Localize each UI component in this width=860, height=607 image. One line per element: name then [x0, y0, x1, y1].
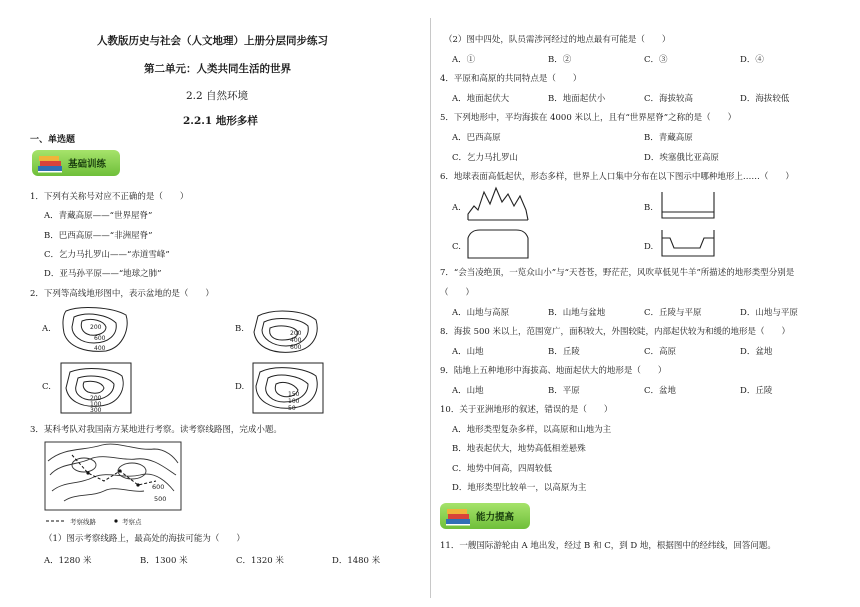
q10-option-b[interactable]: B．地表起伏大，地势高低相差悬殊	[452, 444, 586, 454]
q3-sub1-option-a[interactable]: A．1280 米	[44, 556, 92, 566]
q3-sub1-option-c[interactable]: C．1320 米	[236, 556, 284, 566]
q4-option-b[interactable]: B．地面起伏小	[548, 94, 606, 104]
section-title: 2.2 自然环境	[186, 90, 249, 102]
q2-stem: 2．下列等高线地形图中，表示盆地的是（ ）	[30, 289, 214, 299]
map-d-label-3: 50	[288, 405, 296, 412]
map-b-label-1: 200	[290, 330, 302, 337]
q3-stem: 3．某科考队对我国南方某地进行考察。读考察线路图，完成小题。	[30, 425, 282, 435]
q8-stem: 8．海拔 500 米以上，范围宽广，面积较大，外围较陡，内部起伏较为和缓的地形是（ ）	[440, 327, 791, 337]
route-map-label-2: 500	[154, 495, 167, 503]
q9-stem: 9．陆地上五种地形中海拔高、地面起伏大的地形是（ ）	[440, 366, 667, 376]
contour-map-a	[60, 303, 132, 355]
books-icon	[444, 506, 472, 526]
q3-sub2-option-b[interactable]: B．②	[548, 55, 572, 65]
q1-option-d[interactable]: D．亚马孙平原——“地球之肺”	[44, 269, 162, 279]
q5-option-d[interactable]: D．埃塞俄比亚高原	[644, 153, 719, 163]
contour-map-d	[252, 362, 324, 414]
q2-option-d[interactable]: D.	[235, 382, 245, 392]
q3-sub1-stem: （1）图示考察线路上，最高处的海拔可能为（ ）	[44, 534, 245, 544]
q4-option-a[interactable]: A．地面起伏大	[452, 94, 510, 104]
q8-option-d[interactable]: D．盆地	[740, 347, 773, 357]
q7-stem-continued: （ ）	[440, 288, 475, 298]
books-icon	[36, 153, 64, 173]
q1-option-a[interactable]: A．青藏高原——“世界屋脊”	[44, 211, 153, 221]
contour-map-c	[60, 362, 132, 414]
map-b-label-2: 400	[290, 337, 302, 344]
q10-option-c[interactable]: C．地势中间高，四周较低	[452, 464, 553, 474]
terrain-profile-plateau	[466, 226, 530, 260]
terrain-profile-basin	[660, 228, 716, 260]
map-a-label-2: 600	[94, 335, 106, 342]
q7-option-b[interactable]: B．山地与盆地	[548, 308, 606, 318]
q11-stem: 11．一艘国际游轮由 A 地出发，经过 B 和 C，到 D 地，根据图中的经纬线，回答问题。	[440, 541, 776, 551]
q9-option-d[interactable]: D．丘陵	[740, 386, 773, 396]
q10-option-a[interactable]: A．地形类型复杂多样，以高原和山地为主	[452, 425, 612, 435]
q8-option-a[interactable]: A．山地	[452, 347, 484, 357]
q10-option-d[interactable]: D．地形类型比较单一，以高原为主	[452, 483, 587, 493]
q7-option-d[interactable]: D．山地与平原	[740, 308, 798, 318]
q5-stem: 5．下列地形中，平均海拔在 4000 米以上，且有“世界屋脊”之称的是（ ）	[440, 113, 737, 123]
q3-sub1-option-d[interactable]: D．1480 米	[332, 556, 381, 566]
unit-title: 第二单元：人类共同生活的世界	[144, 63, 291, 75]
map-a-label-1: 200	[90, 324, 102, 331]
route-map-label-1: 600	[152, 483, 165, 491]
advanced-label: 能力提高	[476, 512, 515, 523]
document-title: 人教版历史与社会（人文地理）上册分层同步练习	[97, 35, 328, 47]
map-c-label-1: 200	[90, 395, 102, 402]
q5-option-c[interactable]: C．乞力马扎罗山	[452, 153, 519, 163]
q9-option-c[interactable]: C．盆地	[644, 386, 677, 396]
basic-training-label: 基础训练	[68, 159, 107, 170]
q3-sub2-stem: （2）图中四处，队员需涉河经过的地点最有可能是（ ）	[444, 35, 671, 45]
terrain-profile-mountain	[466, 186, 530, 222]
q9-option-b[interactable]: B．平原	[548, 386, 580, 396]
map-c-label-3: 300	[90, 407, 102, 414]
q3-sub2-option-c[interactable]: C．③	[644, 55, 668, 65]
q6-option-c[interactable]: C.	[452, 242, 461, 252]
q7-stem: 7．“会当凌绝顶，一览众山小”与“天苍苍，野茫茫，风吹草低见牛羊”所描述的地形类型分别是	[440, 268, 795, 278]
q4-option-d[interactable]: D．海拔较低	[740, 94, 790, 104]
q9-option-a[interactable]: A．山地	[452, 386, 484, 396]
route-map	[44, 441, 182, 527]
basic-training-badge	[32, 150, 120, 176]
section-label: 一、单选题	[30, 135, 76, 145]
map-d-label-1: 150	[288, 391, 300, 398]
q6-option-b[interactable]: B.	[644, 203, 653, 213]
advanced-badge	[440, 503, 530, 529]
map-c-label-2: 100	[90, 401, 102, 408]
terrain-profile-plain	[660, 190, 716, 222]
q4-option-c[interactable]: C．海拔较高	[644, 94, 694, 104]
map-b-label-3: 600	[290, 344, 302, 351]
map-a-label-3: 400	[94, 345, 106, 352]
q8-option-c[interactable]: C．高原	[644, 347, 677, 357]
map-d-label-2: 100	[288, 398, 300, 405]
q10-stem: 10．关于亚洲地形的叙述，错误的是（ ）	[440, 405, 613, 415]
q2-option-c[interactable]: C.	[42, 382, 51, 392]
q3-sub2-option-d[interactable]: D．④	[740, 55, 764, 65]
subsection-title: 2.2.1 地形多样	[183, 115, 258, 127]
q6-option-a[interactable]: A.	[452, 203, 461, 213]
q3-sub1-option-b[interactable]: B．1300 米	[140, 556, 188, 566]
q8-option-b[interactable]: B．丘陵	[548, 347, 580, 357]
q1-option-c[interactable]: C．乞力马扎罗山——“赤道雪峰”	[44, 250, 170, 260]
q4-stem: 4．平原和高原的共同特点是（ ）	[440, 74, 582, 84]
q2-option-a[interactable]: A.	[42, 324, 51, 334]
column-divider	[430, 18, 431, 598]
q7-option-c[interactable]: C．丘陵与平原	[644, 308, 702, 318]
q1-stem: 1．下列有关称号对应不正确的是（ ）	[30, 192, 189, 202]
q7-option-a[interactable]: A．山地与高原	[452, 308, 510, 318]
q2-option-b[interactable]: B.	[235, 324, 244, 334]
q5-option-a[interactable]: A．巴西高原	[452, 133, 501, 143]
q6-stem: 6．地球表面高低起伏，形态多样，世界上人口集中分布在以下图示中哪种地形上……（ ）	[440, 172, 794, 182]
contour-map-b	[252, 306, 322, 356]
q5-option-b[interactable]: B．青藏高原	[644, 133, 693, 143]
legend-route: 考察线路	[70, 518, 96, 526]
legend-point: 考察点	[122, 518, 142, 526]
q6-option-d[interactable]: D.	[644, 242, 654, 252]
q3-sub2-option-a[interactable]: A．①	[452, 55, 476, 65]
q1-option-b[interactable]: B．巴西高原——“非洲屋脊”	[44, 231, 153, 241]
